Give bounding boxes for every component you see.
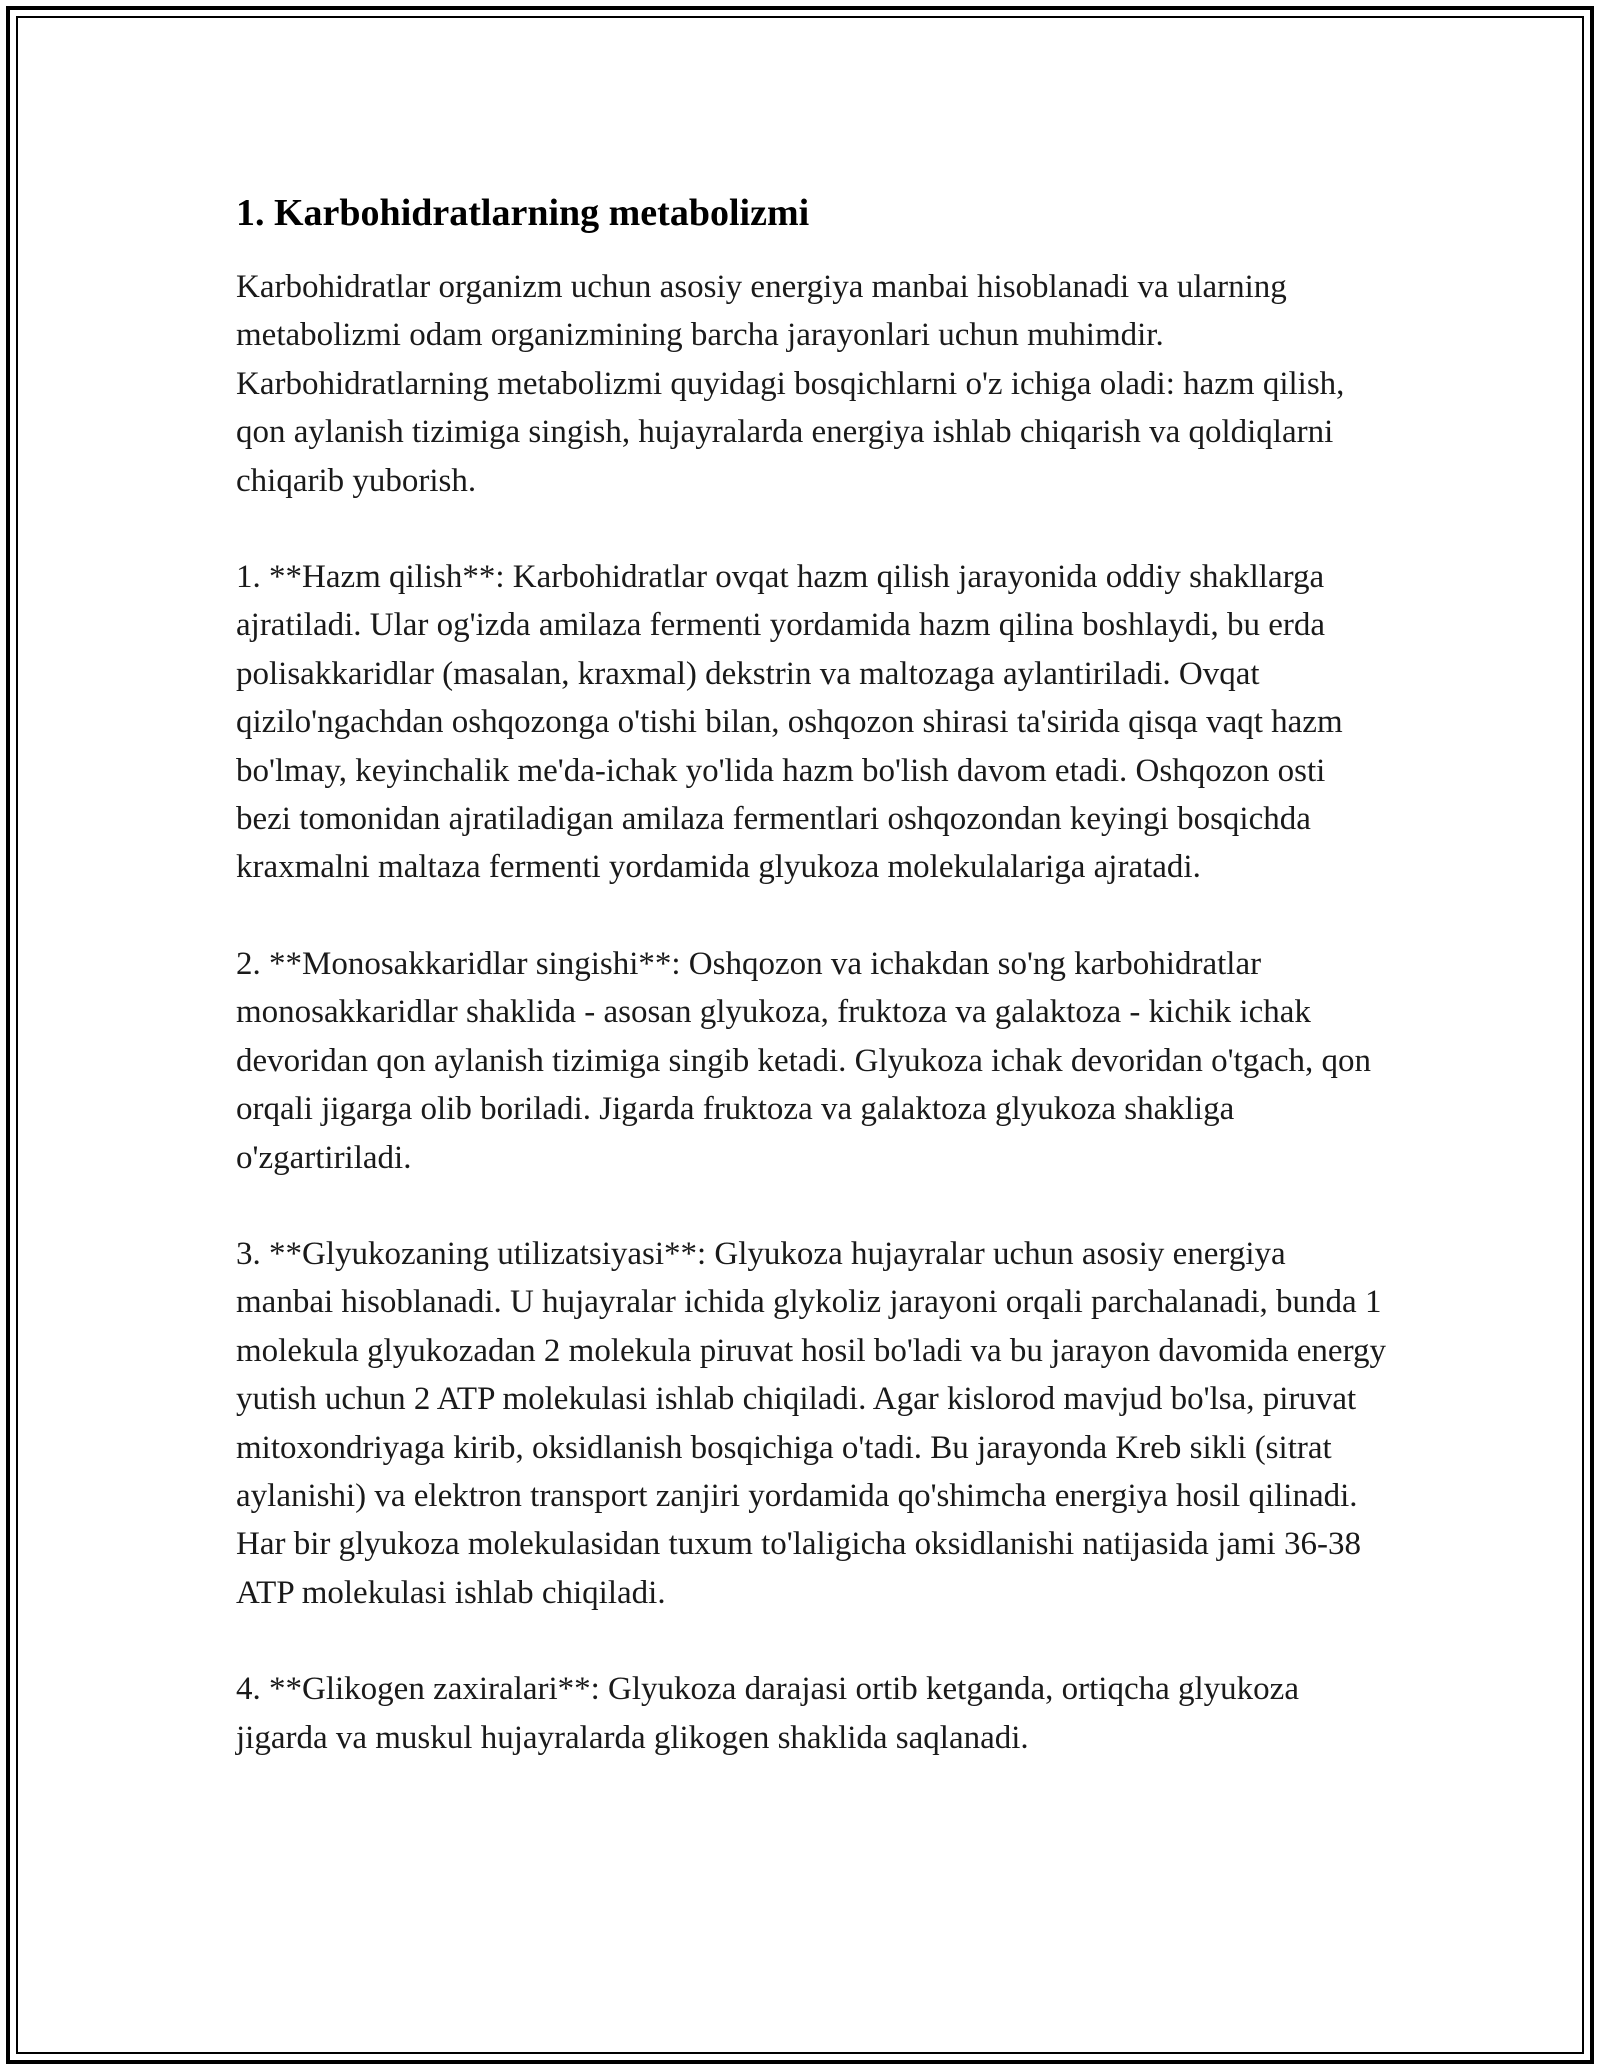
- paragraph-glyukozaning-utilizatsiyasi: 3. **Glyukozaning utilizatsiyasi**: Glyukoza hujayralar uchun asosiy energiya manbai hisoblanadi. U hujayralar ichida glykoliz jarayoni orqali parchalanadi, bunda 1 molekula glyukozadan 2 molekula piruvat hosil bo'ladi va bu jarayon davomida energy yutish uchun 2 ATP molekulasi ishlab chiqiladi. Agar kislorod mavjud bo'lsa, piruvat mitoxondriyaga kirib, oksidlanish bosqichiga o'tadi. Bu jarayonda Kreb sikli (sitrat aylanishi) va elektron transport zanjiri yordamida qo'shimcha energiya hosil qilinadi. Har bir glyukoza molekulasidan tuxum to'laligicha oksidlanishi natijasida jami 36-38 ATP molekulasi ishlab chiqiladi.: [236, 1235, 1386, 1611]
- paragraph-hazm-qilish: 1. **Hazm qilish**: Karbohidratlar ovqat hazm qilish jarayonida oddiy shakllarga ajratiladi. Ular og'izda amilaza fermenti yordamida hazm qilina boshlaydi, bu erda polisakkaridlar (masalan, kraxmal) dekstrin va maltozaga aylantiriladi. Ovqat qizilo'ngachdan oshqozonga o'tishi bilan, oshqozon shirasi ta'sirida qisqa vaqt hazm bo'lmay, keyinchalik me'da-ichak yo'lida hazm bo'lish davom etadi. Oshqozon osti bezi tomonidan ajratiladigan amilaza fermentlari oshqozondan keyingi bosqichda kraxmalni maltaza fermenti yordamida glyukoza molekulalariga ajratadi.: [236, 559, 1343, 886]
- paragraph-monosakkaridlar-singishi: 2. **Monosakkaridlar singishi**: Oshqozon va ichakdan so'ng karbohidratlar monosakkaridlar shaklida - asosan glyukoza, fruktoza va galaktoza - kichik ichak devoridan qon aylanish tizimiga singib ketadi. Glyukoza ichak devoridan o'tgach, qon orqali jigarga olib boriladi. Jigarda fruktoza va galaktoza glyukoza shakliga o'zgartiriladi.: [236, 945, 1371, 1176]
- paragraph-glikogen-zaxiralari: 4. **Glikogen zaxiralari**: Glyukoza darajasi ortib ketganda, ortiqcha glyukoza jigarda va muskul hujayralarda glikogen shaklida saqlanadi.: [236, 1671, 1299, 1756]
- section-heading: 1. Karbohidratlarning metabolizmi: [236, 192, 810, 234]
- document-body: [236, 185, 1386, 1810]
- intro-paragraph: Karbohidratlar organizm uchun asosiy energiya manbai hisoblanadi va ularning metabolizmi odam organizmining barcha jarayonlari uchun muhimdir. Karbohidratlarning metabolizmi quyidagi bosqichlarni o'z ichiga oladi: hazm qilish, qon aylanish tizimiga singish, hujayralarda energiya ishlab chiqarish va qoldiqlarni chiqarib yuborish.: [236, 269, 1345, 499]
